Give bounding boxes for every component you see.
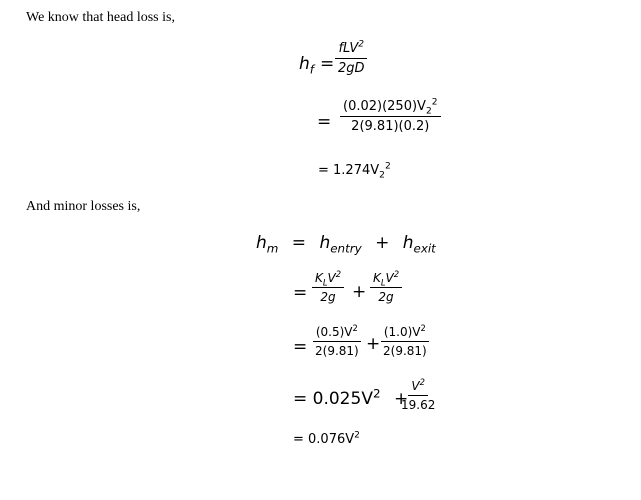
minor-losses-k-plus: +	[352, 282, 367, 302]
minor-losses-k-equals: =	[293, 283, 308, 303]
head-loss-general-denominator: 2gD	[338, 61, 365, 76]
head-loss-general-fraction	[335, 41, 368, 76]
minor-losses-exit-k-fraction: $K_LV^2$ 2g	[370, 271, 402, 304]
minor-losses-numeric-plus: +	[366, 334, 381, 354]
head-loss-lhs: $h_f$	[299, 54, 314, 77]
head-loss-substituted-equals: =	[317, 112, 332, 132]
minor-losses-numeric-equals: =	[293, 337, 308, 357]
minor-losses-entry-k-fraction: $K_LV^2$ 2g	[312, 271, 344, 304]
minor-losses-entry-numeric-fraction: $\frac{(0.5)V^2}{2(9.81)}$	[312, 325, 362, 358]
head-loss-substituted-denominator: 2(9.81)(0.2)	[351, 119, 430, 134]
head-loss-equals: =	[320, 54, 335, 74]
head-loss-substituted-fraction	[340, 99, 441, 134]
head-loss-intro: We know that head loss is,	[26, 10, 175, 25]
head-loss-substituted-numerator: $(0.02)(250)V_2^2$	[340, 99, 441, 117]
minor-losses-simplified-fraction: $\frac{V^2}{19.62}$	[401, 377, 436, 412]
head-loss-result: = $1.274V_2^2$	[318, 161, 391, 181]
minor-losses-simplified: = $0.025V^2$ +	[293, 386, 409, 409]
head-loss-general-numerator: fLV$^2$	[335, 41, 367, 59]
minor-losses-definition: $h_m = h_{entry} + h_{exit}$	[256, 233, 436, 256]
minor-losses-exit-numeric-fraction: $\frac{(1.0)V^2}{2(9.81)}$	[380, 325, 430, 358]
minor-losses-intro: And minor losses is,	[26, 199, 141, 214]
minor-losses-result: = $0.076V^2$	[293, 430, 360, 447]
